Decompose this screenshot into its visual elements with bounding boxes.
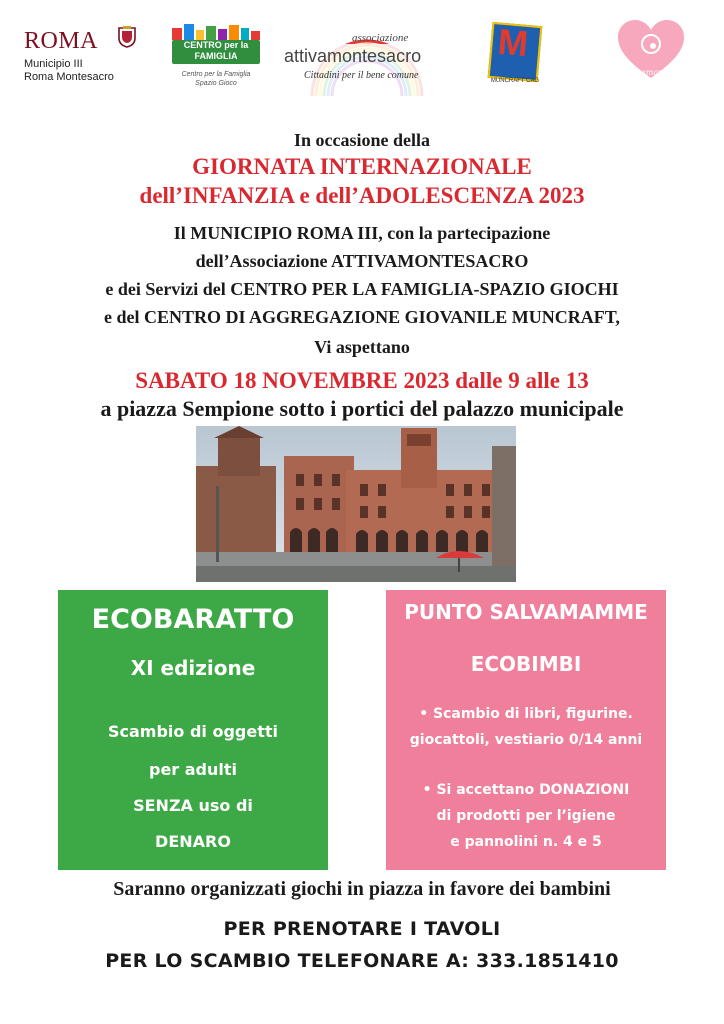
cf-sub-line2: Spazio Gioco — [195, 80, 237, 87]
am-tagline: Cittadini per il bene comune — [304, 70, 419, 81]
organizer-line2: dell’Associazione ATTIVAMONTESACRO — [195, 251, 529, 271]
roma-crest-icon — [118, 26, 136, 48]
ecobaratto-line2: per adulti — [148, 760, 238, 779]
muncraft-text: MUNCRAFT CAG — [490, 78, 540, 84]
ecobaratto-line4: DENARO — [155, 832, 231, 851]
booking-line1: PER PRENOTARE I TAVOLI — [223, 918, 501, 940]
ecobaratto-line3: SENZA uso di — [133, 796, 253, 815]
am-name — [284, 46, 421, 67]
attivamontesacro-logo — [282, 10, 452, 100]
centro-famiglia-logo — [170, 20, 262, 90]
ecobaratto-line1: Scambio di oggetti — [107, 722, 278, 741]
muncraft-logo — [486, 22, 540, 86]
organizer-line1: Il MUNICIPIO ROMA III, con la partecipazione — [173, 223, 551, 243]
organizer-line3: e dei Servizi del CENTRO PER LA FAMIGLIA-SPAZIO GIOCHI — [105, 279, 619, 299]
salvamamme-title: PUNTO SALVAMAMME — [404, 600, 648, 624]
games-announcement: Saranno organizzati giochi in piazza in favore dei bambini — [113, 878, 611, 900]
event-title-line2: dell’INFANZIA e dell’ADOLESCENZA 2023 — [139, 183, 585, 208]
badge-line1: CENTRO per la — [183, 40, 249, 50]
centro-famiglia-badge — [172, 40, 260, 64]
intro-text: In occasione della — [293, 130, 430, 150]
salvamamme-subtitle: ECOBIMBI — [470, 652, 582, 676]
booking-phone-line: PER LO SCAMBIO TELEFONARE A: 333.1851410 — [105, 950, 619, 972]
houses-icon — [172, 22, 260, 40]
salvamamme-line5: e pannolini n. 4 e 5 — [450, 834, 602, 850]
roma-logo-title: ROMA — [24, 28, 99, 54]
salvamamme-line4: di prodotti per l’igiene — [436, 808, 616, 824]
ecobaratto-title: ECOBARATTO — [91, 604, 295, 635]
roma-logo-subtitle — [24, 58, 114, 84]
muncraft-letter: M — [496, 20, 530, 65]
ecobaratto-box — [58, 590, 328, 870]
salvamamme-line3: • Si accettano DONAZIONI — [422, 782, 630, 798]
salvamamme-logo — [616, 20, 686, 84]
ecobaratto-edition: XI edizione — [130, 656, 256, 680]
roma-municipio-logo — [24, 26, 144, 86]
logo-bar — [0, 0, 724, 110]
salvamamme-logo-text: Salvamamme — [623, 68, 679, 77]
am-small-label: associazione — [352, 32, 409, 44]
roma-logo-line2: Roma Montesacro — [24, 71, 114, 83]
organizer-line4: e del CENTRO DI AGGREGAZIONE GIOVANILE MUNCRAFT, — [104, 307, 620, 327]
badge-line2: FAMIGLIA — [194, 51, 238, 61]
roma-logo-line1: Municipio III — [24, 58, 83, 70]
am-name-a: attiva — [284, 46, 328, 66]
am-name-b: montesacro — [327, 46, 422, 66]
piazza-photo-illustration — [196, 426, 516, 582]
centro-famiglia-subtitle — [170, 70, 262, 88]
event-title-line1: GIORNATA INTERNAZIONALE — [192, 154, 532, 179]
cf-sub-line1: Centro per la Famiglia — [181, 71, 251, 78]
piazza-sempione-photo — [196, 426, 516, 582]
salvamamme-box — [386, 590, 666, 870]
invitation-line: Vi aspettano — [314, 337, 410, 357]
event-date: SABATO 18 NOVEMBRE 2023 dalle 9 alle 13 — [135, 368, 589, 393]
event-location: a piazza Sempione sotto i portici del palazzo municipale — [100, 396, 624, 421]
salvamamme-line2: giocattoli, vestiario 0/14 anni — [409, 732, 643, 748]
salvamamme-line1: • Scambio di libri, figurine. — [419, 706, 633, 722]
